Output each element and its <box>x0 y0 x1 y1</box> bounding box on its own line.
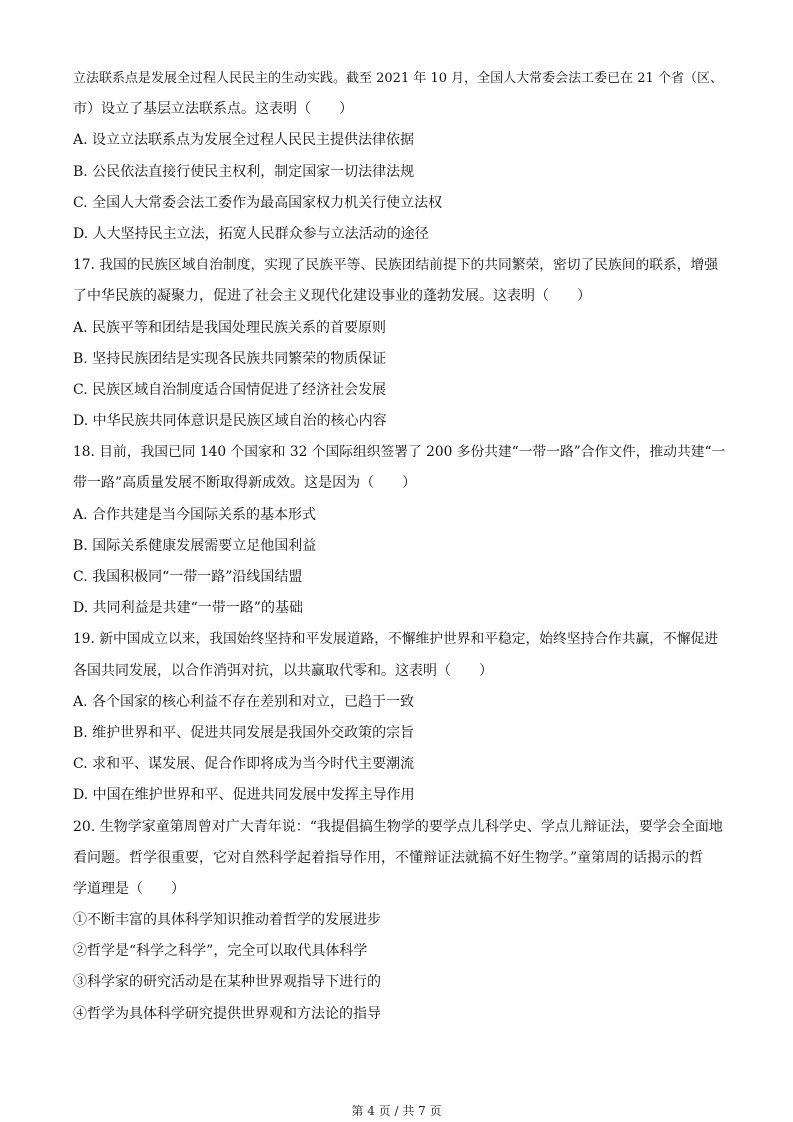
q17-stem-line-2: 了中华民族的凝聚力，促进了社会主义现代化建设事业的蓬勃发展。这表明（ ） <box>73 288 591 305</box>
q20-statement-1: ①不断丰富的具体科学知识推动着哲学的发展进步 <box>73 912 381 929</box>
q20-stem-line-1: 20. 生物学家童第周曾对广大青年说：“我提倡搞生物学的要学点儿科学史、学点儿辩证法，要学会全面地 <box>73 818 723 835</box>
q18-option-a: A. 合作共建是当今国际关系的基本形式 <box>73 506 317 523</box>
q17-option-d: D. 中华民族共同体意识是民族区域自治的核心内容 <box>73 413 387 430</box>
q17-option-c: C. 民族区域自治制度适合国情促进了经济社会发展 <box>73 381 387 398</box>
q17-option-b: B. 坚持民族团结是实现各民族共同繁荣的物质保证 <box>73 350 387 367</box>
q16-option-b: B. 公民依法直接行使民主权利，制定国家一切法律法规 <box>73 163 415 180</box>
q20-statement-4: ④哲学为具体科学研究提供世界观和方法论的指导 <box>73 1005 381 1022</box>
q18-stem-line-1: 18. 目前，我国已同 140 个国家和 32 个国际组织签署了 200 多份共建“一带一路”合作文件，推动共建“一 <box>73 444 725 461</box>
q19-option-c: C. 求和平、谋发展、促合作即将成为当今时代主要潮流 <box>73 756 415 773</box>
q16-option-c: C. 全国人大常委会法工委作为最高国家权力机关行使立法权 <box>73 194 443 211</box>
q18-option-b: B. 国际关系健康发展需要立足他国利益 <box>73 537 317 554</box>
q16-stem-line-2: 市）设立了基层立法联系点。这表明（ ） <box>73 101 353 118</box>
q19-stem-line-1: 19. 新中国成立以来，我国始终坚持和平发展道路，不懈维护世界和平稳定，始终坚持合作共赢，不懈促进 <box>73 631 718 648</box>
q19-option-d: D. 中国在维护世界和平、促进共同发展中发挥主导作用 <box>73 787 415 804</box>
q17-stem-line-1: 17. 我国的民族区域自治制度，实现了民族平等、民族团结前提下的共同繁荣，密切了民族间的联系，增强 <box>73 257 718 274</box>
q19-stem-line-2: 各国共同发展，以合作消弭对抗，以共赢取代零和。这表明（ ） <box>73 662 493 679</box>
q19-option-a: A. 各个国家的核心利益不存在差别和对立，已趋于一致 <box>73 693 415 710</box>
q20-stem-line-3: 学道理是（ ） <box>73 880 185 897</box>
q20-statement-2: ②哲学是“科学之科学”，完全可以取代具体科学 <box>73 943 368 960</box>
q17-option-a: A. 民族平等和团结是我国处理民族关系的首要原则 <box>73 319 387 336</box>
q16-option-a: A. 设立立法联系点为发展全过程人民民主提供法律依据 <box>73 132 415 149</box>
q20-stem-line-2: 看问题。哲学很重要，它对自然科学起着指导作用，不懂辩证法就搞不好生物学。”童第周的话揭示的哲 <box>73 849 704 866</box>
q19-option-b: B. 维护世界和平、促进共同发展是我国外交政策的宗旨 <box>73 724 415 741</box>
q20-statement-3: ③科学家的研究活动是在某种世界观指导下进行的 <box>73 974 381 991</box>
page-content <box>73 63 725 1030</box>
q18-option-d: D. 共同利益是共建“一带一路”的基础 <box>73 600 303 617</box>
q16-option-d: D. 人大坚持民主立法，拓宽人民群众参与立法活动的途径 <box>73 225 429 242</box>
q16-stem-line-1: 立法联系点是发展全过程人民民主的生动实践。截至 2021 年 10 月，全国人大常委会法工委已在 21 个省（区、 <box>73 71 723 86</box>
page-number-footer: 第 4 页 / 共 7 页 <box>351 1104 442 1118</box>
q18-option-c: C. 我国积极同“一带一路”沿线国结盟 <box>73 569 303 585</box>
q18-stem-line-2: 带一路”高质量发展不断取得新成效。这是因为（ ） <box>73 475 417 492</box>
